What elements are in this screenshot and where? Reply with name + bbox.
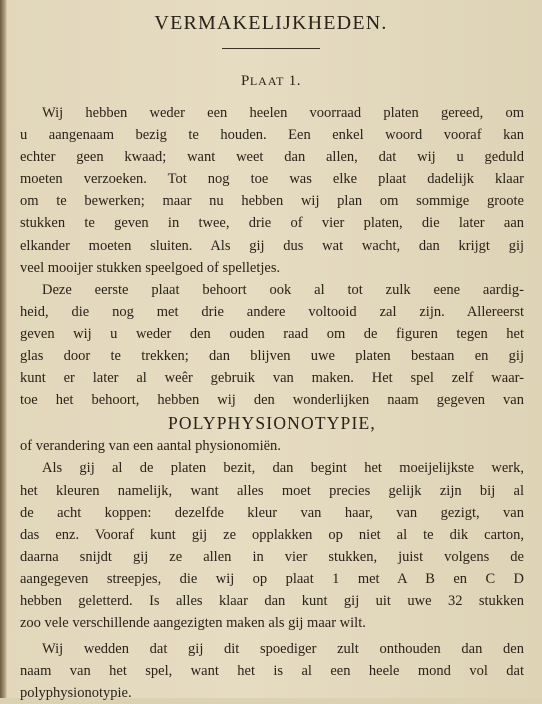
text-line: echter geen kwaad; want weet dan allen, dat wij u geduld <box>20 149 524 166</box>
section-heading-initial: P <box>240 73 250 89</box>
page-title: VERMAKELIJKHEDEN. <box>154 12 388 34</box>
text-line: toe het behoort, hebben wij den wonderlijken naam gegeven van <box>20 392 524 409</box>
text-line: naam van het spel, want het is al een heele mond vol dat <box>20 663 524 680</box>
text-line: Als gij al de platen bezit, dan begint het moeijelijkste werk, <box>42 460 524 477</box>
text-line: glas door te trekken; dan blijven uwe platen bestaan en gij <box>20 348 524 365</box>
paragraph-4 <box>20 638 524 704</box>
text-line: zoo vele verschillende aangezigten maken als gij maar wilt. <box>20 615 366 632</box>
text-line: elkander moeten sluiten. Als gij dus wat wacht, dan krijgt gij <box>20 237 524 254</box>
text-line: om te bewerken; maar nu hebben wij plan om sommige groote <box>20 193 524 210</box>
text-line: u aangenaam bezig te houden. Een enkel woord vooraf kan <box>20 127 524 144</box>
game-name-highlight: POLYPHYSIONOTYPIE, <box>168 413 376 434</box>
section-heading-rest: LAAT <box>249 74 285 88</box>
paragraph-3 <box>20 457 524 634</box>
text-line: polyphysionotypie. <box>20 685 132 702</box>
article-body <box>20 102 524 704</box>
text-line: Deze eerste plaat behoort ook al tot zulk eene aardig- <box>42 281 524 298</box>
title-underline-rule <box>222 48 320 49</box>
paragraph-2 <box>20 279 524 458</box>
text-line: das enz. Vooraf kunt gij ze opplakken op niet al te dik carton, <box>20 526 524 543</box>
page-gutter-edge <box>0 0 7 698</box>
section-heading-number: 1. <box>288 73 301 89</box>
text-line: het kleuren namelijk, want alles moet precies gelijk zijn bij al <box>20 482 524 499</box>
text-line: moeten verzoeken. Tot nog toe was elke plaat dadelijk klaar <box>20 171 524 188</box>
text-line: kunt er later al weêr gebruik van maken. Het spel zelf waar- <box>20 370 524 387</box>
text-line: geven wij u weder den ouden raad om de figuren tegen het <box>20 325 524 342</box>
text-line: aangegeven streepjes, die wij op plaat 1 met A B en C D <box>20 570 524 587</box>
text-line: hebben geletterd. Is alles klaar dan kunt gij uit uwe 32 stukken <box>20 592 524 609</box>
text-line: of verandering van een aantal physionomiën. <box>20 438 281 455</box>
text-line: de acht koppen: dezelfde kleur van haar, van gezigt, van <box>20 504 524 521</box>
text-line: Wij hebben weder een heelen voorraad platen gereed, om <box>42 105 524 121</box>
text-line: stukken te geven in twee, drie of vier platen, die later aan <box>20 215 524 232</box>
section-heading <box>0 73 542 90</box>
text-line: heid, die nog met drie andere voltooid zal zijn. Allereerst <box>20 303 524 320</box>
text-line: daarna snijdt gij ze allen in vier stukken, juist volgens de <box>20 548 524 565</box>
text-line: veel mooijer stukken speelgoed of spelletjes. <box>20 259 281 276</box>
paragraph-1 <box>20 102 524 279</box>
text-line: Wij wedden dat gij dit spoediger zult onthouden dan den <box>42 641 524 658</box>
